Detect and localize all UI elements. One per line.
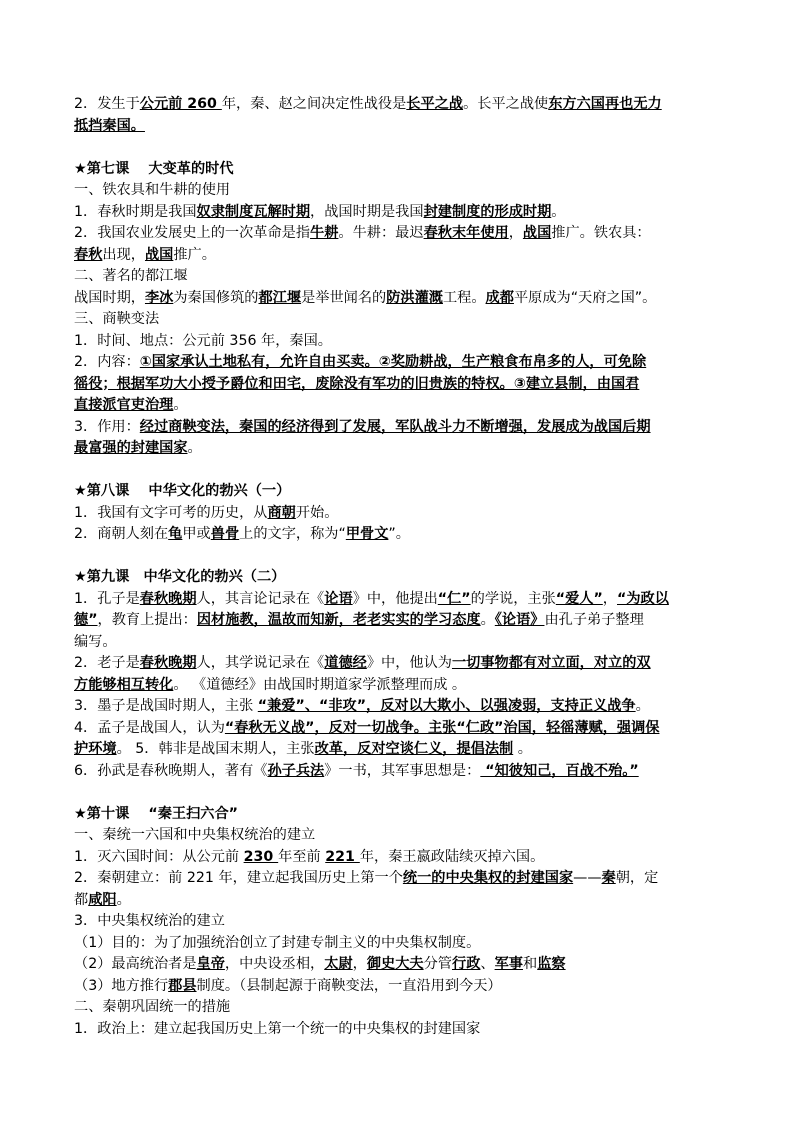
text-line	[74, 825, 726, 847]
text-line	[74, 696, 726, 718]
text-line	[74, 159, 726, 181]
text-line	[74, 331, 726, 353]
text-run: 1．孔子是	[74, 590, 140, 607]
text-run: ，战国时期是我国	[310, 203, 424, 220]
text-run: 1．我国有文字可考的历史，从	[74, 504, 268, 521]
text-line	[74, 653, 726, 675]
text-run: 为秦国修筑的	[173, 289, 259, 306]
text-line	[74, 954, 726, 976]
key-term: 战国	[144, 246, 174, 263]
text-run: （3）地方推行	[74, 977, 169, 994]
text-run: 二、著名的都江堰	[74, 268, 188, 284]
key-term: 兽骨	[210, 526, 240, 542]
key-term: 奴隶制度瓦解时期	[196, 203, 311, 220]
text-line	[74, 524, 726, 546]
blank-line	[74, 460, 726, 482]
key-term: 甲骨文	[345, 526, 389, 542]
text-line	[74, 395, 726, 417]
text-line	[74, 847, 726, 869]
text-run: ，教育上提出：	[97, 612, 197, 628]
key-term: 最富强的封建国家	[74, 440, 188, 456]
text-line	[74, 374, 726, 396]
key-term: 德”	[74, 612, 98, 628]
text-run: 年，秦王嬴政陆续灭掉六国。	[359, 848, 545, 865]
text-run: 制度。（县制起源于商鞅变法，一直沿用到今天）	[196, 977, 502, 994]
text-run: ，	[352, 956, 367, 972]
text-run: 出现，	[102, 246, 145, 263]
text-line	[74, 352, 726, 374]
text-run: 2．发生于	[74, 96, 140, 112]
text-run: 上的文字，称为“	[239, 526, 346, 542]
text-run: 三、商鞅变法	[74, 311, 160, 327]
text-run: 年，秦、赵之间决定性战役是	[221, 96, 407, 112]
text-run: 。 5．韩非是战国末期人，主张	[116, 741, 315, 757]
text-run: 。	[187, 440, 202, 456]
text-line	[74, 675, 726, 697]
text-run: 一、铁农具和牛耕的使用	[74, 182, 231, 198]
text-line	[74, 976, 726, 998]
key-term: 春秋晚期	[139, 590, 197, 607]
key-term: 改革，反对空谈仁义，提倡法制	[314, 741, 514, 757]
text-run: 。	[116, 891, 131, 908]
key-term: 秦	[601, 870, 616, 886]
text-line	[74, 438, 726, 460]
blank-line	[74, 546, 726, 568]
key-term: 春秋晚期	[139, 655, 197, 671]
key-term: 长平之战	[406, 96, 464, 112]
text-run: 3．作用：	[74, 418, 140, 435]
text-run: 年至前	[278, 848, 326, 865]
text-run: ”。	[388, 526, 410, 542]
key-term: 方能够相互转化	[74, 676, 174, 693]
text-line	[74, 933, 726, 955]
document-page	[74, 94, 726, 1040]
text-run: 推广。	[173, 246, 216, 263]
blank-line	[74, 782, 726, 804]
key-term: 护环境	[74, 741, 117, 757]
text-line	[74, 223, 726, 245]
heading-text: ★第八课 中华文化的勃兴（一）	[74, 483, 291, 499]
text-run: 1．灭六国时间：从公元前	[74, 848, 244, 865]
text-run: 二、秦朝巩固统一的措施	[74, 999, 231, 1015]
text-run: 1．政治上：建立起我国历史上第一个统一的中央集权的封建国家	[74, 1020, 481, 1037]
heading-text: ★第十课 “秦王扫六合”	[74, 805, 238, 822]
text-run: 2．秦朝建立：前 221 年，建立起我国历史上第一个	[74, 870, 403, 886]
text-run: 4．孟子是战国人，认为	[74, 719, 225, 736]
text-line	[74, 804, 726, 826]
text-line	[74, 632, 726, 654]
text-line	[74, 761, 726, 783]
text-run: 》中，他认为	[366, 655, 452, 671]
key-term: 论语	[324, 590, 353, 607]
key-term: 太尉	[324, 956, 353, 972]
text-run: 由孔子弟子整理	[544, 612, 644, 628]
text-run: 分管	[423, 956, 452, 972]
key-term: 《论语》	[494, 612, 545, 628]
text-run: 3．中央集权统治的建立	[74, 913, 225, 929]
key-term: 成都	[485, 289, 514, 306]
text-run: 工程。	[442, 289, 486, 306]
key-term: 抵挡秦国。	[74, 117, 145, 134]
key-term: 御史大夫	[366, 956, 424, 972]
blank-line	[74, 137, 726, 159]
key-term: 东方六国再也无力	[548, 96, 662, 112]
text-run: 2．商朝人刻在	[74, 526, 169, 542]
text-line	[74, 288, 726, 310]
key-term: 商朝	[267, 504, 296, 521]
key-term: 直接派官吏治理	[74, 397, 174, 413]
text-line	[74, 309, 726, 331]
key-term: “爱人”	[555, 590, 603, 607]
text-run: 。 《道德经》由战国时期道家学派整理而成 。	[173, 676, 467, 693]
text-run: 、	[480, 956, 495, 972]
text-line	[74, 245, 726, 267]
text-run: 都	[74, 891, 89, 908]
text-line	[74, 202, 726, 224]
key-term: 行政	[452, 956, 481, 972]
key-term: 战国	[522, 225, 552, 241]
text-line	[74, 180, 726, 202]
text-run: 》一书，其军事思想是：	[324, 762, 481, 779]
text-run: 和	[522, 956, 538, 972]
text-run: 人，其学说记录在《	[196, 655, 325, 671]
key-term: 公元前 260	[139, 96, 222, 112]
key-term: 李冰	[144, 289, 174, 306]
text-run: ——	[573, 870, 602, 886]
key-term: 孙子兵法	[267, 762, 325, 779]
text-run: 。	[513, 741, 532, 757]
key-term: 监察	[537, 956, 566, 972]
key-term: 一切事物都有对立面，对立的双	[451, 655, 651, 671]
text-run: 1．时间、地点：公元前 356 年，秦国。	[74, 332, 332, 349]
text-run: 2．我国农业发展史上的一次革命是指	[74, 225, 311, 241]
text-run: 开始。	[295, 504, 339, 521]
text-run: （1）目的：为了加强统治创立了封建专制主义的中央集权制度。	[74, 934, 481, 951]
text-run: 6．孙武是春秋晚期人，著有《	[74, 762, 268, 779]
text-run: 1．春秋时期是我国	[74, 203, 197, 220]
text-line	[74, 1019, 726, 1041]
text-run: 人，其言论记录在《	[196, 590, 325, 607]
key-term: 皇帝	[196, 956, 225, 972]
text-run: ，中央设丞相，	[224, 956, 325, 972]
text-run: 。	[480, 612, 495, 628]
text-run: ，	[602, 590, 617, 607]
text-line	[74, 503, 726, 525]
key-term: 徭役；根据军功大小授予爵位和田宅，废除没有军功的旧贵族的特权。③建立县制，由国君	[74, 375, 640, 392]
key-term: 郡县	[168, 977, 197, 994]
key-term: 春秋末年使用	[423, 225, 509, 241]
key-term: 221	[325, 848, 360, 865]
key-term: “仁”	[437, 590, 471, 607]
text-run: 3．墨子是战国时期人，主张	[74, 698, 258, 714]
key-term: 咸阳	[88, 891, 117, 908]
key-term: 春秋	[74, 246, 103, 263]
text-line	[74, 481, 726, 503]
key-term: 封建制度的形成时期	[423, 203, 552, 220]
key-term: 统一的中央集权的封建国家	[402, 870, 574, 886]
key-term: 230	[243, 848, 279, 865]
text-line	[74, 567, 726, 589]
key-term: ①国家承认土地私有，允许自由买卖。②奖励耕战，生产粮食布帛多的人，可免除	[139, 354, 647, 370]
text-run: 战国时期，	[74, 289, 145, 306]
text-line	[74, 739, 726, 761]
text-line	[74, 911, 726, 933]
heading-text: ★第九课 中华文化的勃兴（二）	[74, 569, 286, 585]
text-line	[74, 116, 726, 138]
key-term: 都江堰	[258, 289, 302, 306]
text-line	[74, 718, 726, 740]
text-run: 。	[635, 698, 650, 714]
key-term: 防洪灌溉	[386, 289, 443, 306]
text-run: 是举世闻名的	[301, 289, 387, 306]
text-line	[74, 266, 726, 288]
text-line	[74, 589, 726, 611]
heading-text: ★第七课 大变革的时代	[74, 160, 234, 177]
key-term: “兼爱”、“非攻”，反对以大欺小、以强凌弱，支持正义战争	[257, 698, 636, 714]
text-line	[74, 997, 726, 1019]
key-term: 道德经	[324, 655, 367, 671]
text-line	[74, 868, 726, 890]
text-run: 朝，定	[615, 870, 659, 886]
text-line	[74, 417, 726, 439]
text-run: 。牛耕：最迟	[338, 225, 424, 241]
text-run: ，	[508, 225, 523, 241]
key-term: “知彼知己，百战不殆。”	[480, 762, 639, 779]
text-run: 。	[551, 203, 566, 220]
key-term: 经过商鞅变法，秦国的经济得到了发展，军队战斗力不断增强，发展成为战国后期	[139, 418, 651, 435]
text-run: 的学说，主张	[470, 590, 556, 607]
key-term: “春秋无义战”，反对一切战争。主张“仁政”治国，轻徭薄赋，强调保	[224, 719, 660, 736]
key-term: 军事	[494, 956, 523, 972]
text-run: 甲或	[182, 526, 211, 542]
text-run: 2．内容：	[74, 354, 140, 370]
text-run: 2．老子是	[74, 655, 140, 671]
key-term: “为政以	[617, 590, 669, 607]
text-run: 推广。铁农具：	[551, 225, 651, 241]
text-line	[74, 890, 726, 912]
text-run: 》中，他提出	[352, 590, 438, 607]
text-run: 平原成为“天府之国”。	[513, 289, 657, 306]
text-line	[74, 94, 726, 116]
key-term: 因材施教，温故而知新，老老实实的学习态度	[196, 612, 481, 628]
key-term: 牛耕	[310, 225, 339, 241]
text-line	[74, 610, 726, 632]
text-run: 一、秦统一六国和中央集权统治的建立	[74, 827, 316, 843]
text-run: 。长平之战使	[463, 96, 549, 112]
text-run: 。	[173, 397, 188, 413]
text-run: （2）最高统治者是	[74, 956, 197, 972]
key-term: 龟	[168, 526, 183, 542]
text-run: 编写。	[74, 633, 117, 650]
